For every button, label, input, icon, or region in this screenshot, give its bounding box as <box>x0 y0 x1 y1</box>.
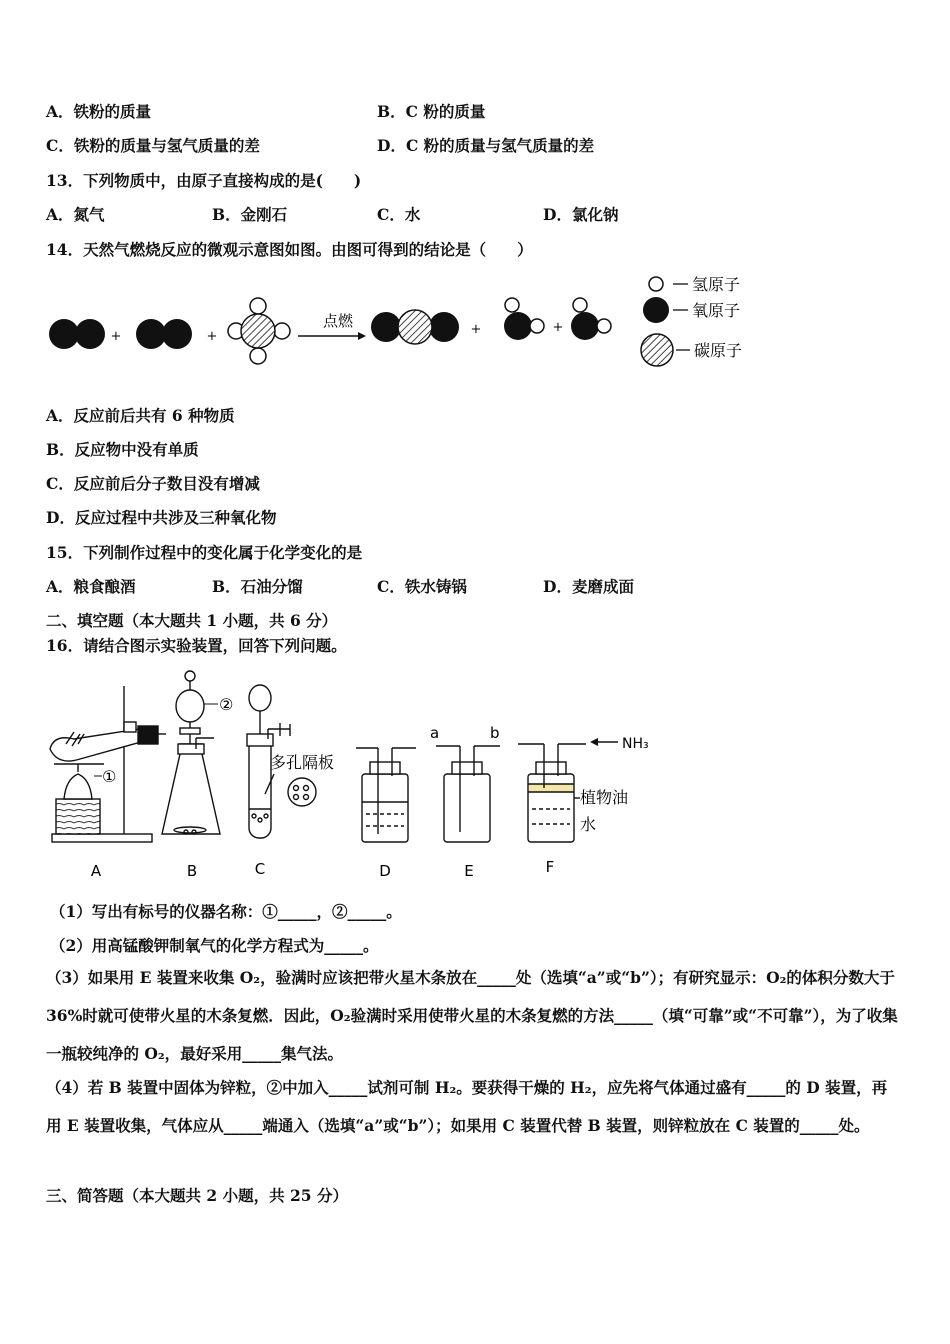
arrow-left-icon <box>590 738 618 746</box>
methane-molecule-icon <box>228 298 290 364</box>
q15-option-a: A．粮食酿酒 <box>46 577 136 596</box>
legend-hydrogen-label: 氢原子 <box>692 275 741 294</box>
q16-stem: 16．请结合图示实验装置，回答下列问题。 <box>46 636 347 655</box>
q14-option-c: C．反应前后分子数目没有增减 <box>46 474 260 493</box>
q13-option-a: A．氮气 <box>46 205 105 224</box>
water-molecule-icon <box>504 298 544 340</box>
q14-option-b: B．反应物中没有单质 <box>46 440 199 459</box>
section-3-heading: 三、简答题（本大题共 2 小题，共 25 分） <box>46 1186 348 1205</box>
apparatus-a <box>50 686 166 842</box>
water-label: 水 <box>580 815 597 834</box>
q15-option-c: C．铁水铸锅 <box>377 577 467 596</box>
apparatus-b <box>162 671 220 834</box>
section-2-heading: 二、填空题（本大题共 1 小题，共 6 分） <box>46 611 338 630</box>
legend-carbon-label: 碳原子 <box>694 341 743 360</box>
oxygen-molecule-icon <box>49 319 105 349</box>
q12-option-b: B．C 粉的质量 <box>377 102 486 121</box>
q14-option-a: A．反应前后共有 6 种物质 <box>46 406 235 425</box>
oxygen-molecule-icon <box>136 319 192 349</box>
oxygen-atom-icon <box>643 297 669 323</box>
q12-option-d: D．C 粉的质量与氢气质量的差 <box>377 136 595 155</box>
apparatus-e-label: E <box>464 862 474 880</box>
q14-stem: 14．天然气燃烧反应的微观示意图如图。由图可得到的结论是（ ） <box>46 240 533 259</box>
legend <box>641 275 742 366</box>
reaction-condition: 点燃 <box>323 312 354 330</box>
q14-option-d: D．反应过程中共涉及三种氧化物 <box>46 508 277 527</box>
q16-apparatus-diagram <box>44 664 664 884</box>
q13-option-b: B．金刚石 <box>212 205 288 224</box>
apparatus-f <box>518 744 586 842</box>
water-molecule-icon <box>571 298 611 340</box>
mark-2: ② <box>219 695 234 714</box>
q15-option-d: D．麦磨成面 <box>543 577 634 596</box>
mark-1: ① <box>102 767 117 786</box>
q12-option-a: A．铁粉的质量 <box>46 102 152 121</box>
apparatus-a-label: A <box>90 862 102 880</box>
q16-part-4: （4）若 B 装置中固体为锌粒，②中加入_____试剂可制 H₂。要获得干燥的 H₂，应先将气体通过盛有_____的 D 装置，再用 E 装置收集，气体应从_____端通入（选填“a”或“b”）；如果用 C 装置代替 B 装置，则锌粒放在 C 装置的_____处。 <box>46 1078 888 1135</box>
hydrogen-atom-icon <box>649 277 663 291</box>
vegetable-oil-label: 植物油 <box>580 788 629 807</box>
apparatus-d <box>356 748 416 842</box>
carbon-dioxide-molecule-icon <box>371 310 459 344</box>
apparatus-f-label: F <box>545 858 555 876</box>
plus-sign: + <box>206 329 218 344</box>
q13-option-d: D．氯化钠 <box>543 205 619 224</box>
q15-stem: 15．下列制作过程中的变化属于化学变化的是 <box>46 543 363 562</box>
apparatus-d-label: D <box>379 862 391 880</box>
apparatus-c-label: C <box>254 860 266 878</box>
q15-option-b: B．石油分馏 <box>212 577 303 596</box>
q13-option-c: C．水 <box>377 205 421 224</box>
porous-plate-label: 多孔隔板 <box>270 753 335 772</box>
carbon-atom-icon <box>641 334 673 366</box>
q12-option-c: C．铁粉的质量与氢气质量的差 <box>46 136 260 155</box>
q16-part-3: （3）如果用 E 装置来收集 O₂，验满时应该把带火星木条放在_____处（选填“a”或“b”）；有研究显示：O₂的体积分数大于 36%时就可使带火星的木条复燃．因此，O₂验满时采用使带火星的木条复燃的方法_____（填“可靠”或“不可靠”），为了收集一瓶较纯净的 O₂，最好采用_____集气法。 <box>46 968 898 1063</box>
legend-oxygen-label: 氧原子 <box>692 301 741 320</box>
plus-sign: + <box>110 329 122 344</box>
plus-sign: + <box>552 320 564 335</box>
port-b-label: b <box>490 724 500 742</box>
apparatus-b-label: B <box>186 862 198 880</box>
plus-sign: + <box>470 322 482 337</box>
q16-part-2: （2）用高锰酸钾制氧气的化学方程式为_____。 <box>50 936 379 955</box>
q16-part-1: （1）写出有标号的仪器名称：①_____，②_____。 <box>50 902 402 921</box>
q13-stem: 13．下列物质中，由原子直接构成的是( ) <box>46 171 362 190</box>
port-a-label: a <box>430 724 440 742</box>
nh3-label: NH₃ <box>622 736 649 752</box>
reaction-arrow-icon <box>298 332 366 340</box>
q14-reaction-diagram <box>40 268 770 378</box>
apparatus-e <box>436 746 500 842</box>
